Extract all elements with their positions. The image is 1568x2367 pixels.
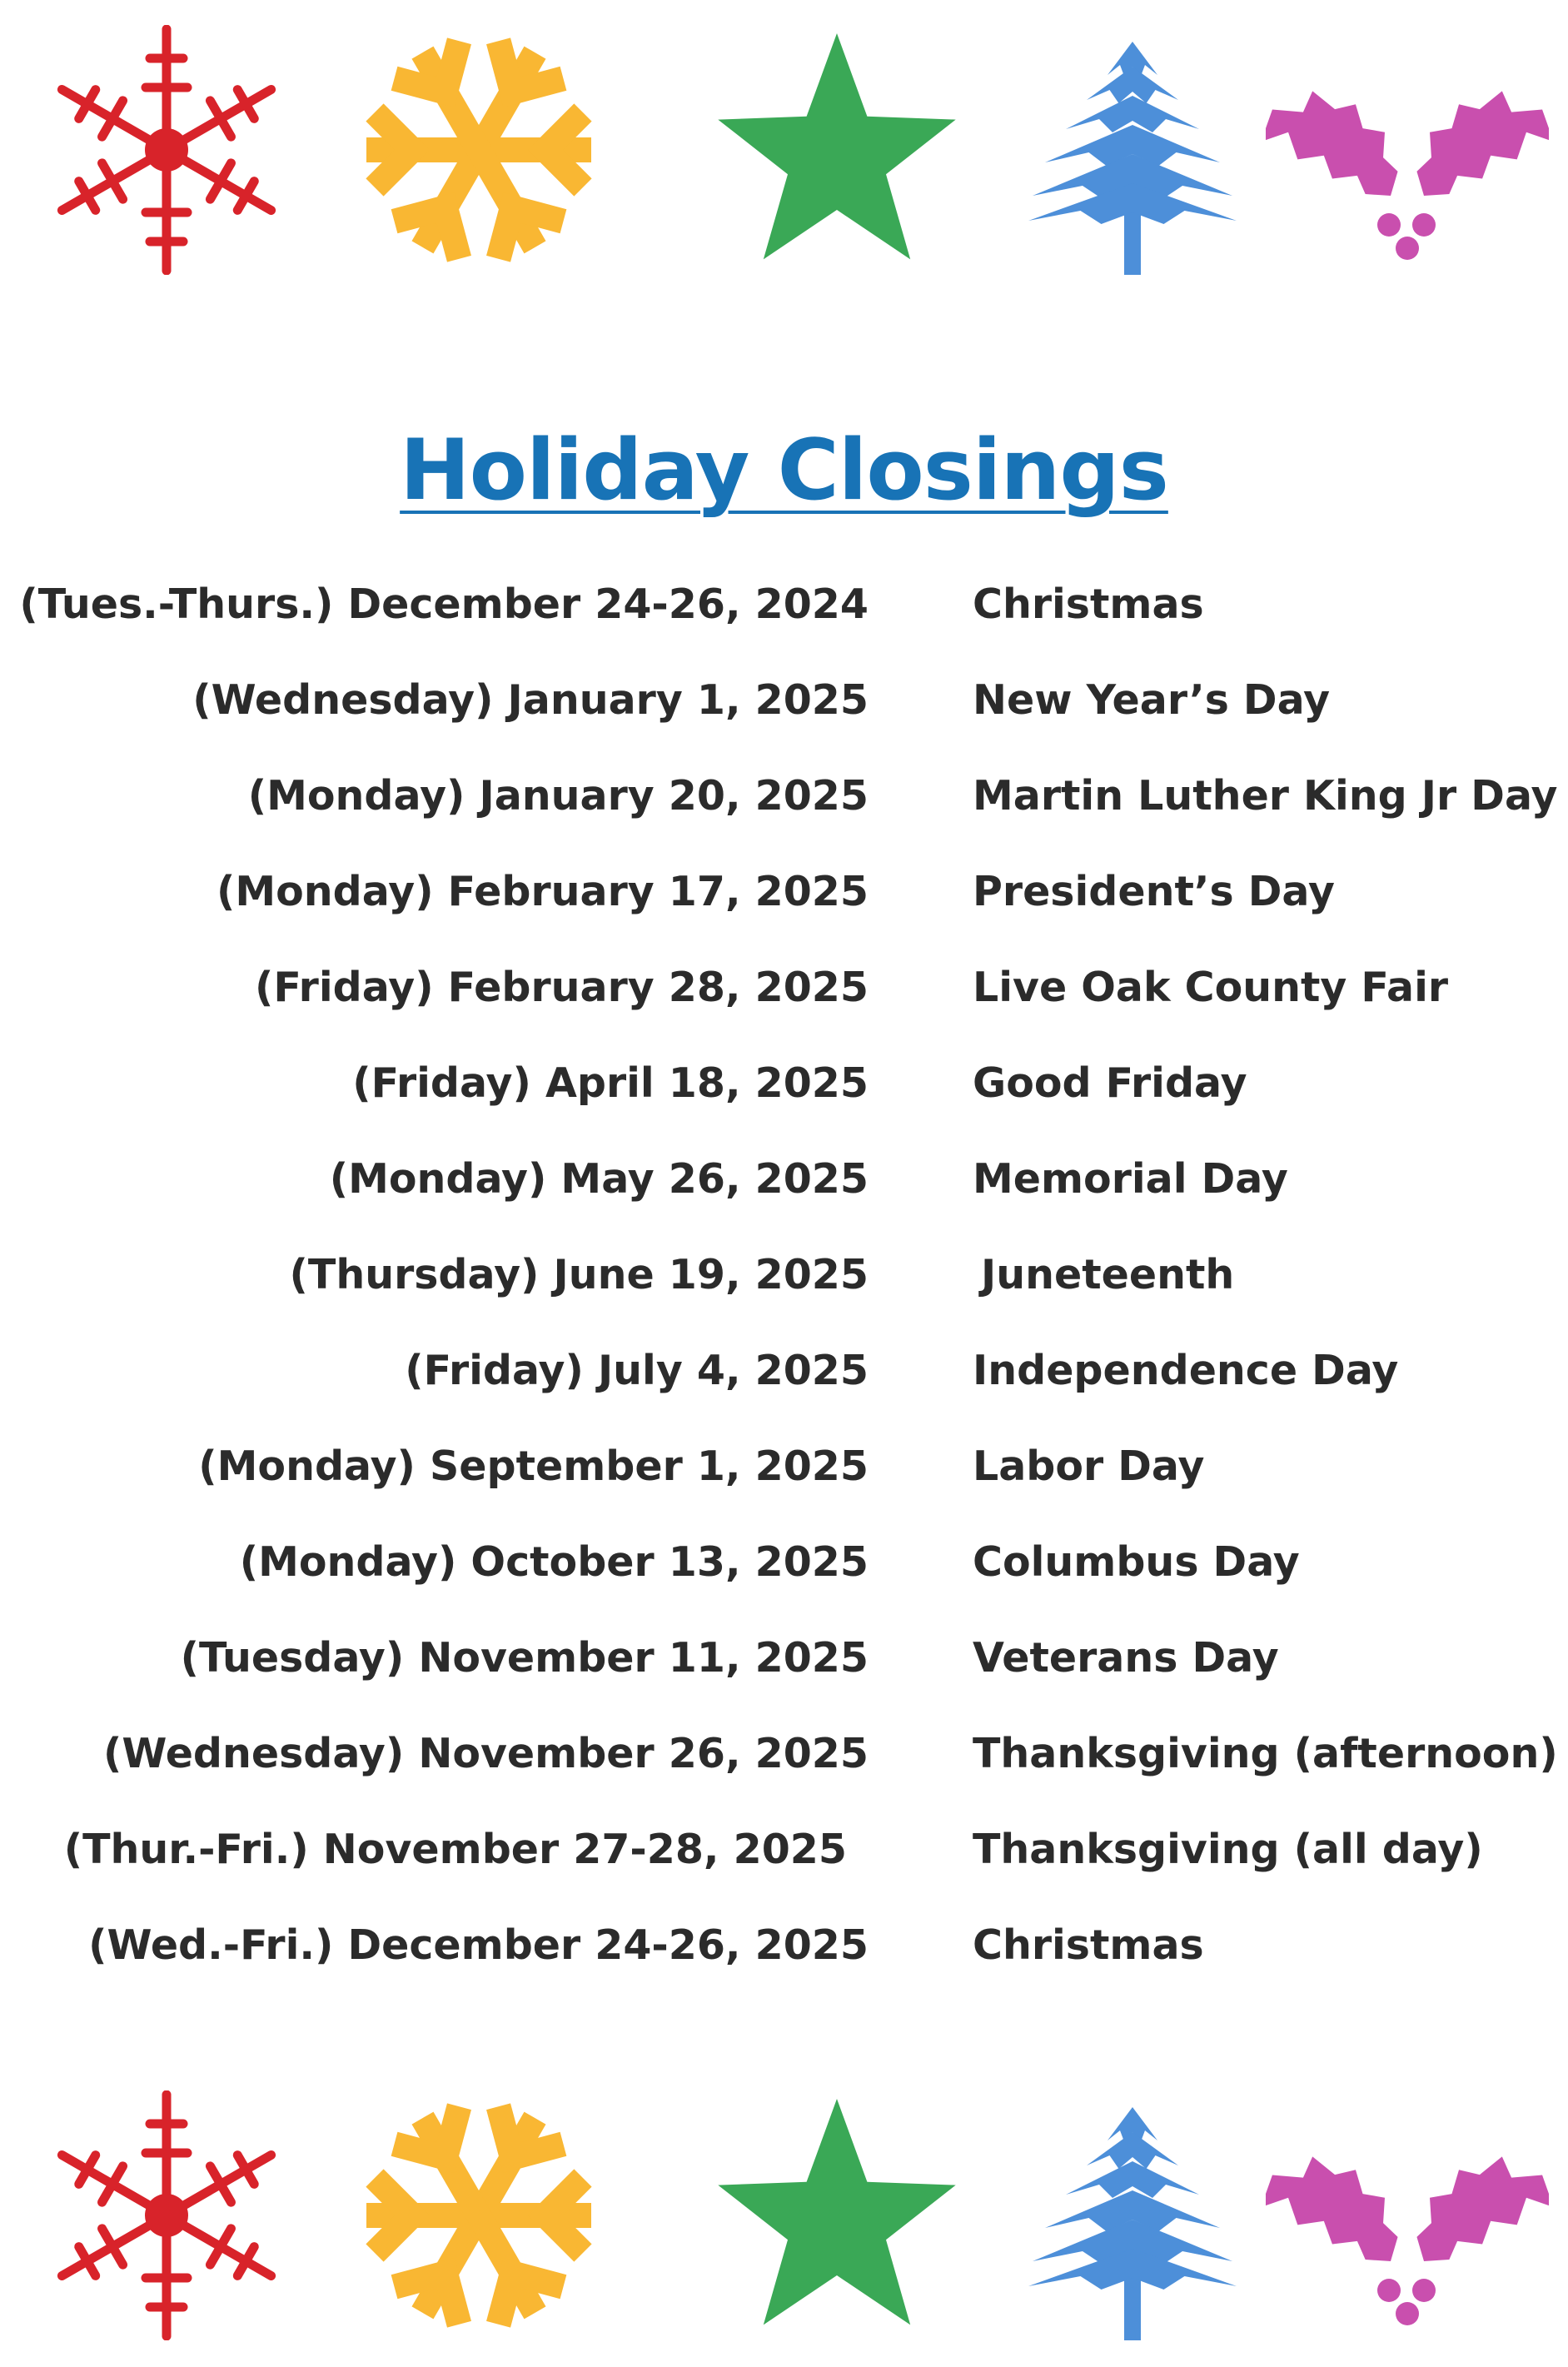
- bottom-decoration-row: [0, 2090, 1568, 2340]
- holiday-name: Christmas: [973, 581, 1204, 628]
- page-title: [0, 421, 1568, 519]
- holiday-name: Good Friday: [973, 1059, 1247, 1107]
- closing-date: (Tues.-Thurs.) December 24-26, 2024: [19, 581, 869, 628]
- holiday-name: Memorial Day: [973, 1155, 1288, 1203]
- closing-date: (Wednesday) November 26, 2025: [103, 1730, 869, 1777]
- closing-date: (Friday) February 28, 2025: [254, 964, 869, 1011]
- closing-date: (Wed.-Fri.) December 24-26, 2025: [88, 1921, 869, 1969]
- star-icon: [695, 2090, 978, 2340]
- list-item: [0, 675, 1568, 771]
- list-item: [0, 1633, 1568, 1729]
- closing-date: (Friday) July 4, 2025: [405, 1347, 869, 1394]
- closing-date: (Monday) May 26, 2025: [329, 1155, 869, 1203]
- holiday-name: Thanksgiving (all day): [973, 1826, 1483, 1873]
- holly-icon: [1266, 2090, 1549, 2340]
- closing-date: (Monday) February 17, 2025: [216, 868, 869, 915]
- closing-date: (Monday) September 1, 2025: [198, 1443, 869, 1490]
- list-item: [0, 1921, 1568, 2016]
- page-title-text: Holiday Closings: [400, 421, 1168, 519]
- list-item: [0, 1346, 1568, 1442]
- holiday-name: Columbus Day: [973, 1538, 1300, 1586]
- snowflake-bold-icon: [337, 25, 620, 275]
- list-item: [0, 1154, 1568, 1250]
- pine-tree-icon: [991, 25, 1274, 275]
- list-item: [0, 963, 1568, 1059]
- closings-list: [0, 580, 1568, 2016]
- list-item: [0, 1729, 1568, 1825]
- snowflake-thin-icon: [25, 2090, 308, 2340]
- holiday-name: Veterans Day: [973, 1634, 1279, 1682]
- star-icon: [695, 25, 978, 275]
- closing-date: (Monday) January 20, 2025: [247, 772, 869, 820]
- top-decoration-row: [0, 25, 1568, 275]
- list-item: [0, 771, 1568, 867]
- closing-date: (Monday) October 13, 2025: [239, 1538, 869, 1586]
- holiday-name: Juneteenth: [981, 1251, 1235, 1298]
- holiday-name: Martin Luther King Jr Day: [973, 772, 1558, 820]
- list-item: [0, 1825, 1568, 1921]
- holiday-name: Live Oak County Fair: [973, 964, 1449, 1011]
- closing-date: (Wednesday) January 1, 2025: [192, 676, 869, 724]
- closing-date: (Friday) April 18, 2025: [352, 1059, 869, 1107]
- holiday-name: President’s Day: [973, 868, 1335, 915]
- closing-date: (Tuesday) November 11, 2025: [180, 1634, 869, 1682]
- holly-icon: [1266, 25, 1549, 275]
- list-item: [0, 580, 1568, 675]
- snowflake-thin-icon: [25, 25, 308, 275]
- holiday-name: Labor Day: [973, 1443, 1205, 1490]
- list-item: [0, 1059, 1568, 1154]
- closing-date: (Thursday) June 19, 2025: [289, 1251, 869, 1298]
- list-item: [0, 1537, 1568, 1633]
- list-item: [0, 1250, 1568, 1346]
- list-item: [0, 867, 1568, 963]
- closing-date: (Thur.-Fri.) November 27-28, 2025: [63, 1826, 847, 1873]
- snowflake-bold-icon: [337, 2090, 620, 2340]
- holiday-name: Christmas: [973, 1921, 1204, 1969]
- holiday-name: Independence Day: [973, 1347, 1399, 1394]
- list-item: [0, 1442, 1568, 1537]
- holiday-name: Thanksgiving (afternoon): [973, 1730, 1558, 1777]
- pine-tree-icon: [991, 2090, 1274, 2340]
- holiday-name: New Year’s Day: [973, 676, 1331, 724]
